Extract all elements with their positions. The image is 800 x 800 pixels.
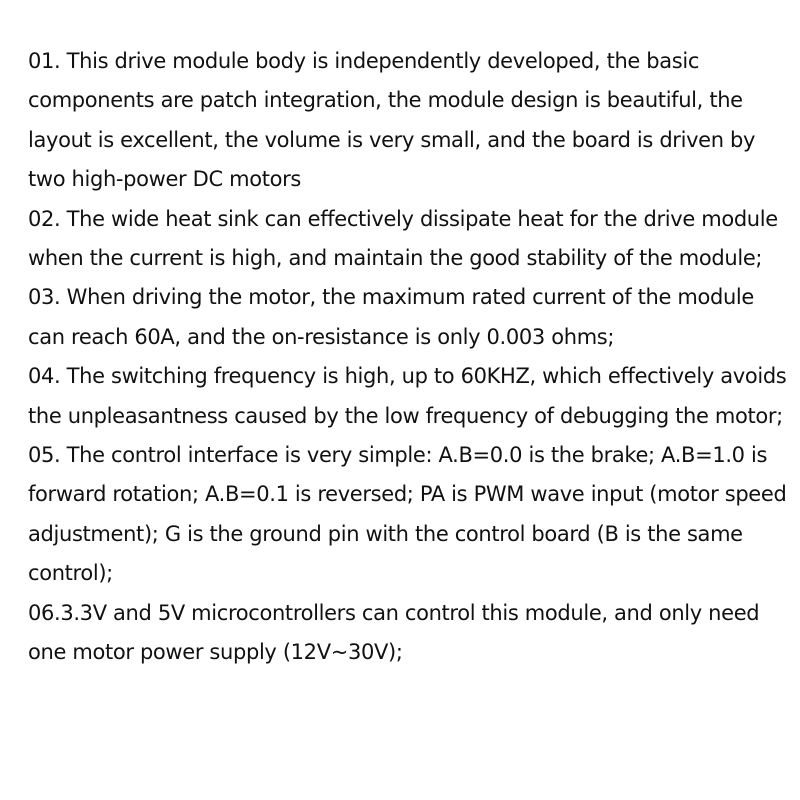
feature-item-02: 02. The wide heat sink can effectively dissipate heat for the drive module when the current is high, and maintain the good stability of the module; <box>28 206 778 271</box>
feature-item-06: 06.3.3V and 5V microcontrollers can control this module, and only need one motor power supply (12V~30V); <box>28 600 760 665</box>
feature-description <box>28 42 788 673</box>
feature-item-03: 03. When driving the motor, the maximum rated current of the module can reach 60A, and the on-resistance is only 0.003 ohms; <box>28 285 754 349</box>
feature-item-01: 01. This drive module body is independently developed, the basic components are patch integration, the module design is beautiful, the layout is excellent, the volume is very small, and the board is driven by two high-power DC motors <box>28 49 756 192</box>
feature-item-05: 05. The control interface is very simple: A.B=0.0 is the brake; A.B=1.0 is forward rotation; A.B=0.1 is reversed; PA is PWM wave input (motor speed adjustment); G is the ground pin with the control board (B is the same control); <box>28 443 787 586</box>
feature-item-04: 04. The switching frequency is high, up to 60KHZ, which effectively avoids the unpleasantness caused by the low frequency of debugging the motor; <box>28 364 787 428</box>
